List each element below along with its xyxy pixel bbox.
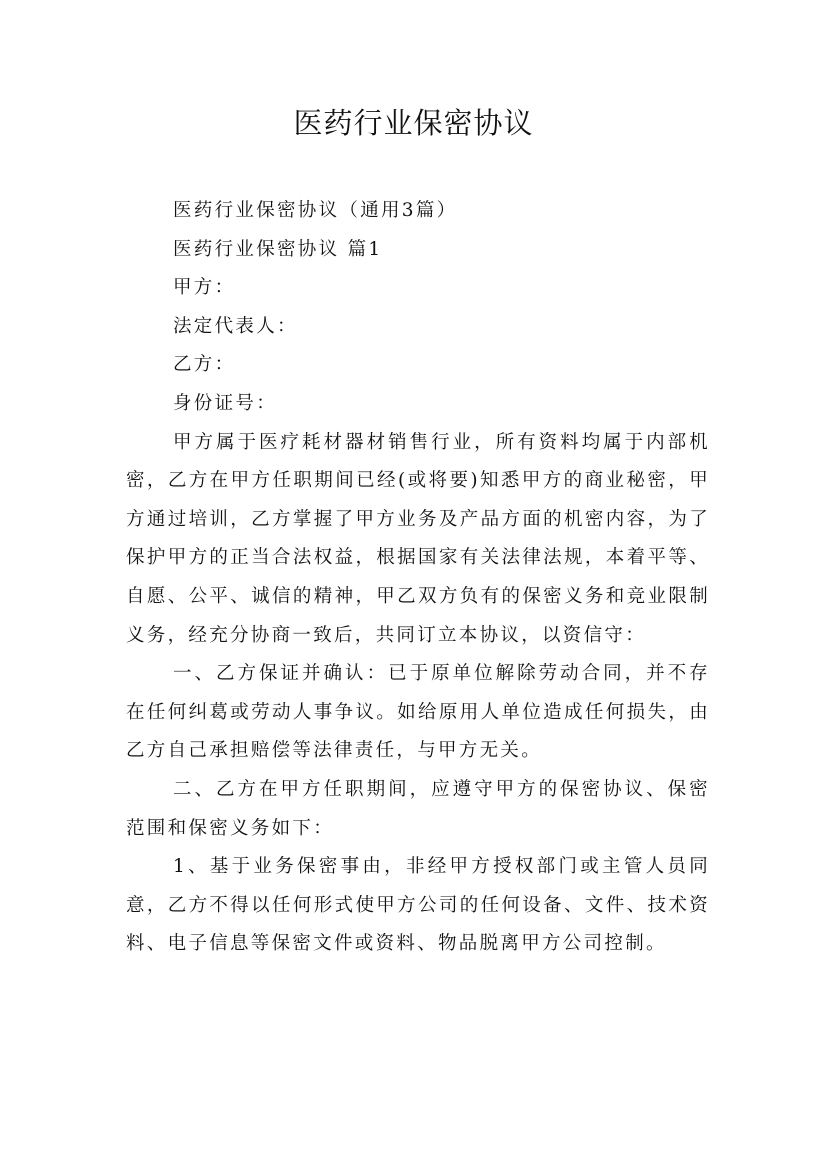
document-body <box>126 192 710 964</box>
clause-two-item-one-paragraph: 1、基于业务保密事由，非经甲方授权部门或主管人员同意，乙方不得以任何形式使甲方公司的任何设备、文件、技术资料、电子信息等保密文件或资料、物品脱离甲方公司控制。 <box>126 856 710 955</box>
legal-representative-label: 法定代表人： <box>173 315 298 337</box>
party-b-label: 乙方： <box>173 354 236 376</box>
id-number-label: 身份证号： <box>173 392 278 414</box>
subtitle-line: 医药行业保密协议（通用3篇） <box>173 200 458 221</box>
section-heading: 医药行业保密协议 篇1 <box>173 238 383 260</box>
party-a-label: 甲方： <box>173 277 236 299</box>
document-title: 医药行业保密协议 <box>293 106 534 140</box>
preamble-paragraph: 甲方属于医疗耗材器材销售行业，所有资料均属于内部机密，乙方在甲方任职期间已经(或将要)知悉甲方的商业秘密，甲方通过培训，乙方掌握了甲方业务及产品方面的机密内容，为了保护甲方的正当合法权益，根据国家有关法律法规，本着平等、自愿、公平、诚信的精神，甲乙双方负有的保密义务和竞业限制义务，经充分协商一致后，共同订立本协议，以资信守： <box>126 431 710 646</box>
clause-two-paragraph: 二、乙方在甲方任职期间，应遵守甲方的保密协议、保密范围和保密义务如下： <box>126 778 710 839</box>
clause-one-paragraph: 一、乙方保证并确认：已于原单位解除劳动合同，并不存在任何纠葛或劳动人事争议。如给原用人单位造成任何损失，由乙方自己承担赔偿等法律责任，与甲方无关。 <box>126 663 710 762</box>
